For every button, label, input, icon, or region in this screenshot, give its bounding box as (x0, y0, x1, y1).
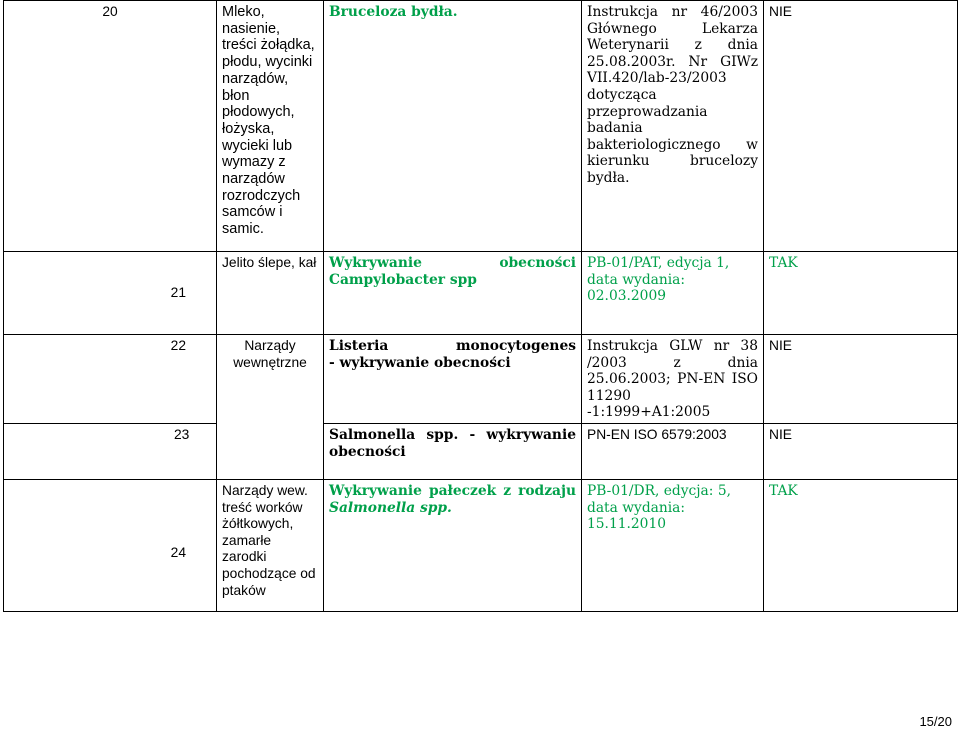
accredited-cell: NIE (764, 335, 958, 424)
test-cell (324, 479, 582, 611)
page-number: 15/20 (919, 714, 952, 729)
material-line: Narządy wew. (222, 482, 308, 498)
row-number: 24 (4, 479, 217, 611)
method-cell: Instrukcja nr 46/2003 Głównego Lekarza Weterynarii z dnia 25.08.2003r. Nr GIWz VII.420/lab-23/2003 dotycząca przeprowadzania badania bakteriologicznego w kierunku brucelozy bydła. (582, 1, 764, 252)
test-cell (324, 423, 582, 479)
test-line: Wykrywanie pałeczek z rodzaju (329, 482, 576, 499)
test-line: obecności (329, 443, 406, 460)
test-line: Campylobacter spp (329, 271, 477, 288)
accredited-cell: TAK (764, 479, 958, 611)
method-cell (582, 252, 764, 335)
method-line: 02.03.2009 (587, 288, 666, 305)
material-cell: Mleko, nasienie, treści żołądka, płodu, wycinki narządów, błon płodowych, łożyska, wycieki lub wymazy z narządów rozrodczych samców i samic. (217, 1, 324, 252)
row-number: 21 (4, 252, 217, 335)
method-cell: PN-EN ISO 6579:2003 (582, 423, 764, 479)
test-line: Salmonella spp. (329, 499, 452, 516)
method-line: data wydania: (587, 499, 686, 516)
method-line: PB-01/DR, edycja: 5, (587, 482, 731, 499)
method-line: 15.11.2010 (587, 516, 666, 533)
material-cell (217, 479, 324, 611)
method-cell: Instrukcja GLW nr 38 /2003 z dnia 25.06.2003; PN-EN ISO 11290 -1:1999+A1:2005 (582, 335, 764, 424)
test-cell (324, 335, 582, 424)
row-number: 20 (4, 1, 217, 252)
method-cell (582, 479, 764, 611)
row-number: 22 (4, 335, 217, 424)
test-line: Wykrywanie obecności (329, 255, 576, 271)
test-line: Listeria monocytogenes (329, 338, 576, 354)
accredited-cell: NIE (764, 423, 958, 479)
table-row (4, 252, 958, 335)
accredited-cell: NIE (764, 1, 958, 252)
material-cell (217, 423, 324, 479)
table-row (4, 423, 958, 479)
method-line: data wydania: (587, 271, 686, 288)
material-line: treść worków żółtkowych, zamarłe zarodki pochodzące od ptaków (222, 499, 316, 598)
method-line: PB-01/PAT, edycja 1, (587, 255, 730, 271)
table-row (4, 479, 958, 611)
test-cell: Bruceloza bydła. (324, 1, 582, 252)
accreditation-scope-table (3, 0, 958, 612)
test-line: Salmonella spp. - wykrywanie (329, 426, 576, 443)
test-cell (324, 252, 582, 335)
table-row (4, 1, 958, 252)
material-cell: Jelito ślepe, kał (217, 252, 324, 335)
row-number: 23 (4, 423, 217, 479)
table-row (4, 335, 958, 424)
test-line: - wykrywanie obecności (329, 354, 511, 371)
accredited-cell: TAK (764, 252, 958, 335)
material-cell: Narządy wewnętrzne (217, 335, 324, 424)
